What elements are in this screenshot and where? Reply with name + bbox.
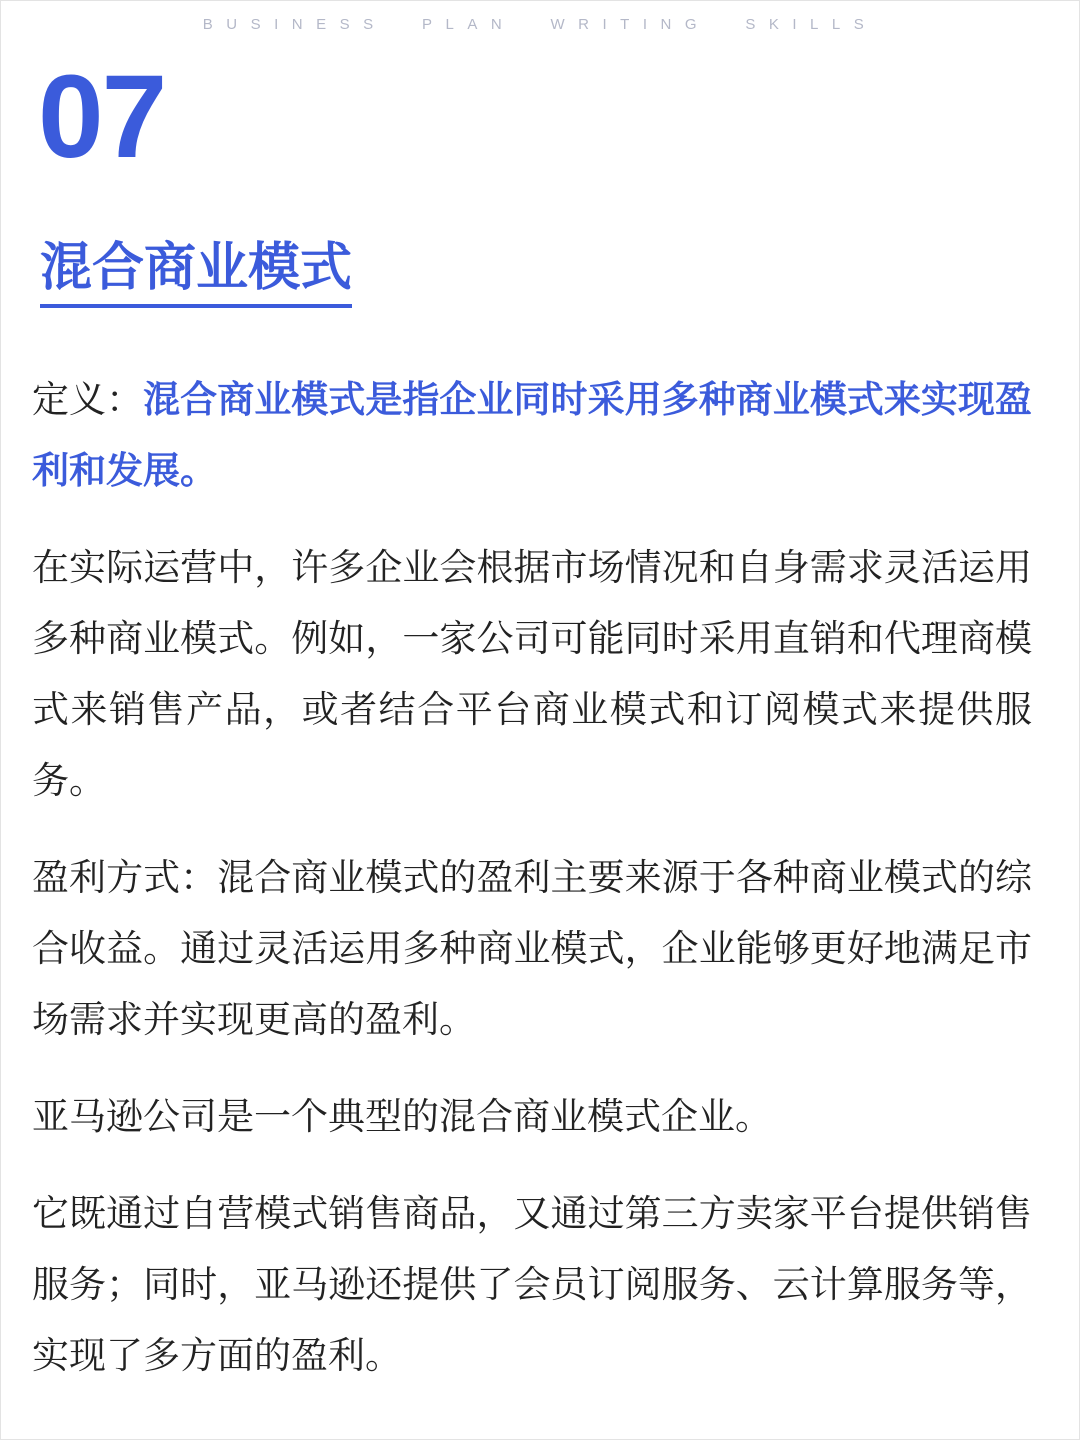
paragraph-amazon-detail: 它既通过自营模式销售商品，又通过第三方卖家平台提供销售服务；同时，亚马逊还提供了会员订阅服务、云计算服务等，实现了多方面的盈利。: [32, 1192, 1032, 1377]
section-title: 混合商业模式: [40, 236, 352, 308]
definition-label: 定义：: [32, 378, 144, 421]
paragraph-operations: 在实际运营中，许多企业会根据市场情况和自身需求灵活运用多种商业模式。例如，一家公司可能同时采用直销和代理商模式来销售产品，或者结合平台商业模式和订阅模式来提供服务。: [32, 546, 1032, 802]
paragraph-amazon-intro: 亚马逊公司是一个典型的混合商业模式企业。: [32, 1095, 772, 1138]
article-body: [32, 364, 1032, 1391]
paragraph-profit-method: 盈利方式：混合商业模式的盈利主要来源于各种商业模式的综合收益。通过灵活运用多种商业模式，企业能够更好地满足市场需求并实现更高的盈利。: [32, 856, 1032, 1041]
definition-text: 混合商业模式是指企业同时采用多种商业模式来实现盈利和发展。: [32, 378, 1033, 492]
section-number: 07: [38, 51, 166, 183]
top-banner: BUSINESS PLAN WRITING SKILLS: [202, 16, 878, 33]
definition-paragraph: [32, 364, 1032, 506]
